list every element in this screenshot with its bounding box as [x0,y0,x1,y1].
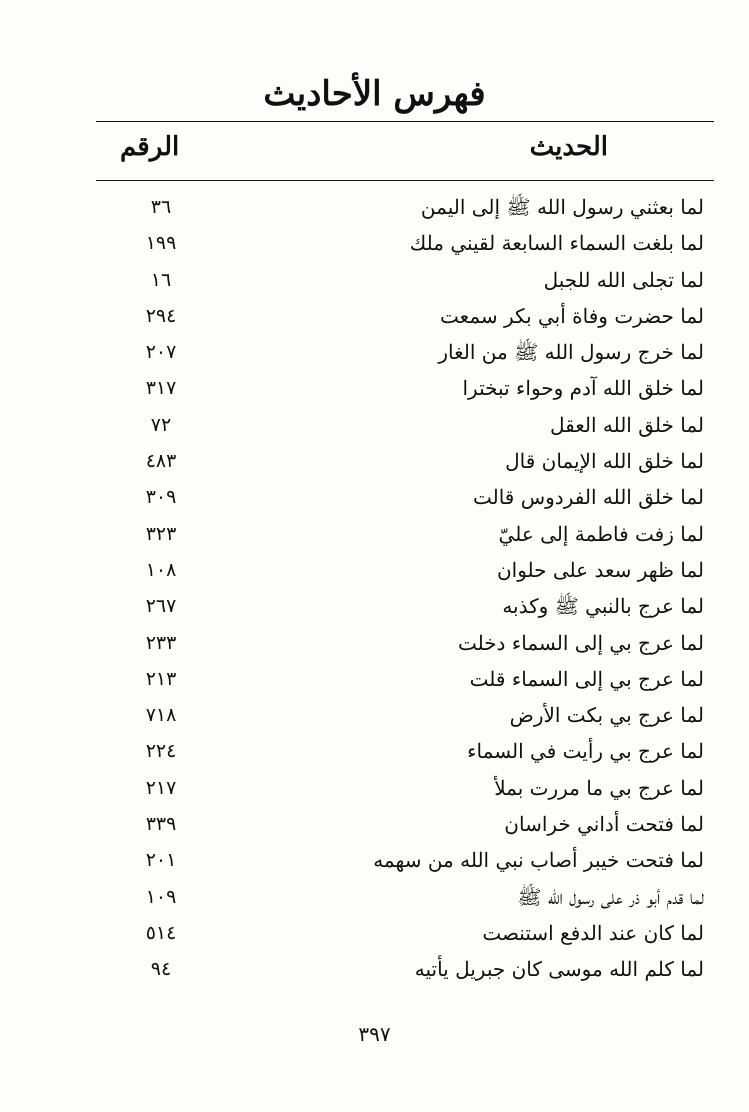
list-item [96,915,714,951]
hadith-number: ٢٠١ [145,849,177,872]
hadith-text: لما خرج رسول الله ﷺ من الغار [438,340,704,365]
hadith-text: لما عرج بي إلى السماء قلت [469,666,704,691]
list-item [96,225,714,261]
hadith-number: ٢٠٧ [145,341,177,364]
list-item [96,262,714,298]
hadith-number: ١٩٩ [145,232,177,255]
hadith-number: ٣٢٣ [145,522,177,545]
hadith-text: لما عرج بالنبي ﷺ وكذبه [502,594,704,619]
list-item [96,516,714,552]
hadith-number: ٢١٣ [145,667,177,690]
list-item [96,588,714,624]
hadith-text: لما تجلى الله للجبل [543,267,704,292]
page-title: فهرس الأحاديث [263,74,486,114]
list-item [96,298,714,334]
hadith-text: لما قدم أبو ذر على رسول الله ﷺ [517,884,704,909]
list-item [96,552,714,588]
hadith-text: لما خلق الله الإيمان قال [505,449,704,474]
page-number: ٣٩٧ [358,1022,391,1046]
hadith-text: لما خلق الله العقل [549,412,704,437]
hadith-text: لما عرج بي رأيت في السماء [467,739,704,764]
list-item [96,661,714,697]
hadith-text: لما زفت فاطمة إلى عليّ [498,521,704,546]
table-header [96,128,714,176]
list-item [96,733,714,769]
hadith-text: لما خلق الله آدم وحواء تبخترا [462,376,704,401]
hadith-number: ٧٢ [150,413,172,436]
hadith-number: ٢٢٤ [145,740,177,763]
list-item [96,697,714,733]
hadith-text: لما عرج بي ما مررت بملأ [494,775,704,800]
hadith-number: ١٦ [150,268,172,291]
hadith-number: ٢١٧ [145,776,177,799]
hadith-text: لما خلق الله الفردوس قالت [472,485,704,510]
hadith-text: لما بلغت السماء السابعة لقيني ملك [409,231,704,256]
hadith-number: ١٠٨ [145,558,177,581]
hadith-number: ٥١٤ [145,921,177,944]
list-item [96,479,714,515]
header-bottom-rule [96,180,714,181]
list-item [96,370,714,406]
list-item [96,334,714,370]
hadith-number: ٣٦ [150,196,172,218]
hadith-number: ٣٣٩ [145,813,177,836]
hadith-text: لما فتحت خيبر أصاب نبي الله من سهمه [373,848,704,873]
hadith-text: لما كلم الله موسى كان جبريل يأتيه [414,957,704,982]
hadith-number: ٣٠٩ [145,486,177,509]
hadith-number: ١٠٩ [145,885,177,908]
hadith-number: ٤٨٣ [145,450,177,473]
hadith-text: لما عرج بي بكت الأرض [509,703,704,728]
column-header-hadith: الحديث [529,132,608,162]
hadith-number: ٩٤ [150,958,172,981]
list-item [96,879,714,915]
hadith-text: لما بعثني رسول الله ﷺ إلى اليمن [420,195,704,219]
list-item [96,806,714,842]
hadith-number: ٧١٨ [145,704,177,727]
list-item [96,407,714,443]
list-item [96,189,714,225]
hadith-number: ٢٩٤ [145,304,177,327]
header-top-rule [96,121,714,122]
column-header-number: الرقم [120,132,180,162]
hadith-number: ٣١٧ [145,377,177,400]
hadith-text: لما ظهر سعد على حلوان [496,557,704,582]
hadith-number: ٢٦٧ [145,595,177,618]
hadith-list [96,189,714,988]
hadith-text: لما كان عند الدفع استنصت [482,920,704,945]
hadith-number: ٢٣٣ [145,631,177,654]
hadith-text: لما عرج بي إلى السماء دخلت [457,630,704,655]
hadith-text: لما حضرت وفاة أبي بكر سمعت [440,303,704,328]
list-item [96,951,714,987]
list-item [96,625,714,661]
list-item [96,842,714,878]
hadith-text: لما فتحت أداني خراسان [504,812,704,837]
list-item [96,770,714,806]
list-item [96,443,714,479]
